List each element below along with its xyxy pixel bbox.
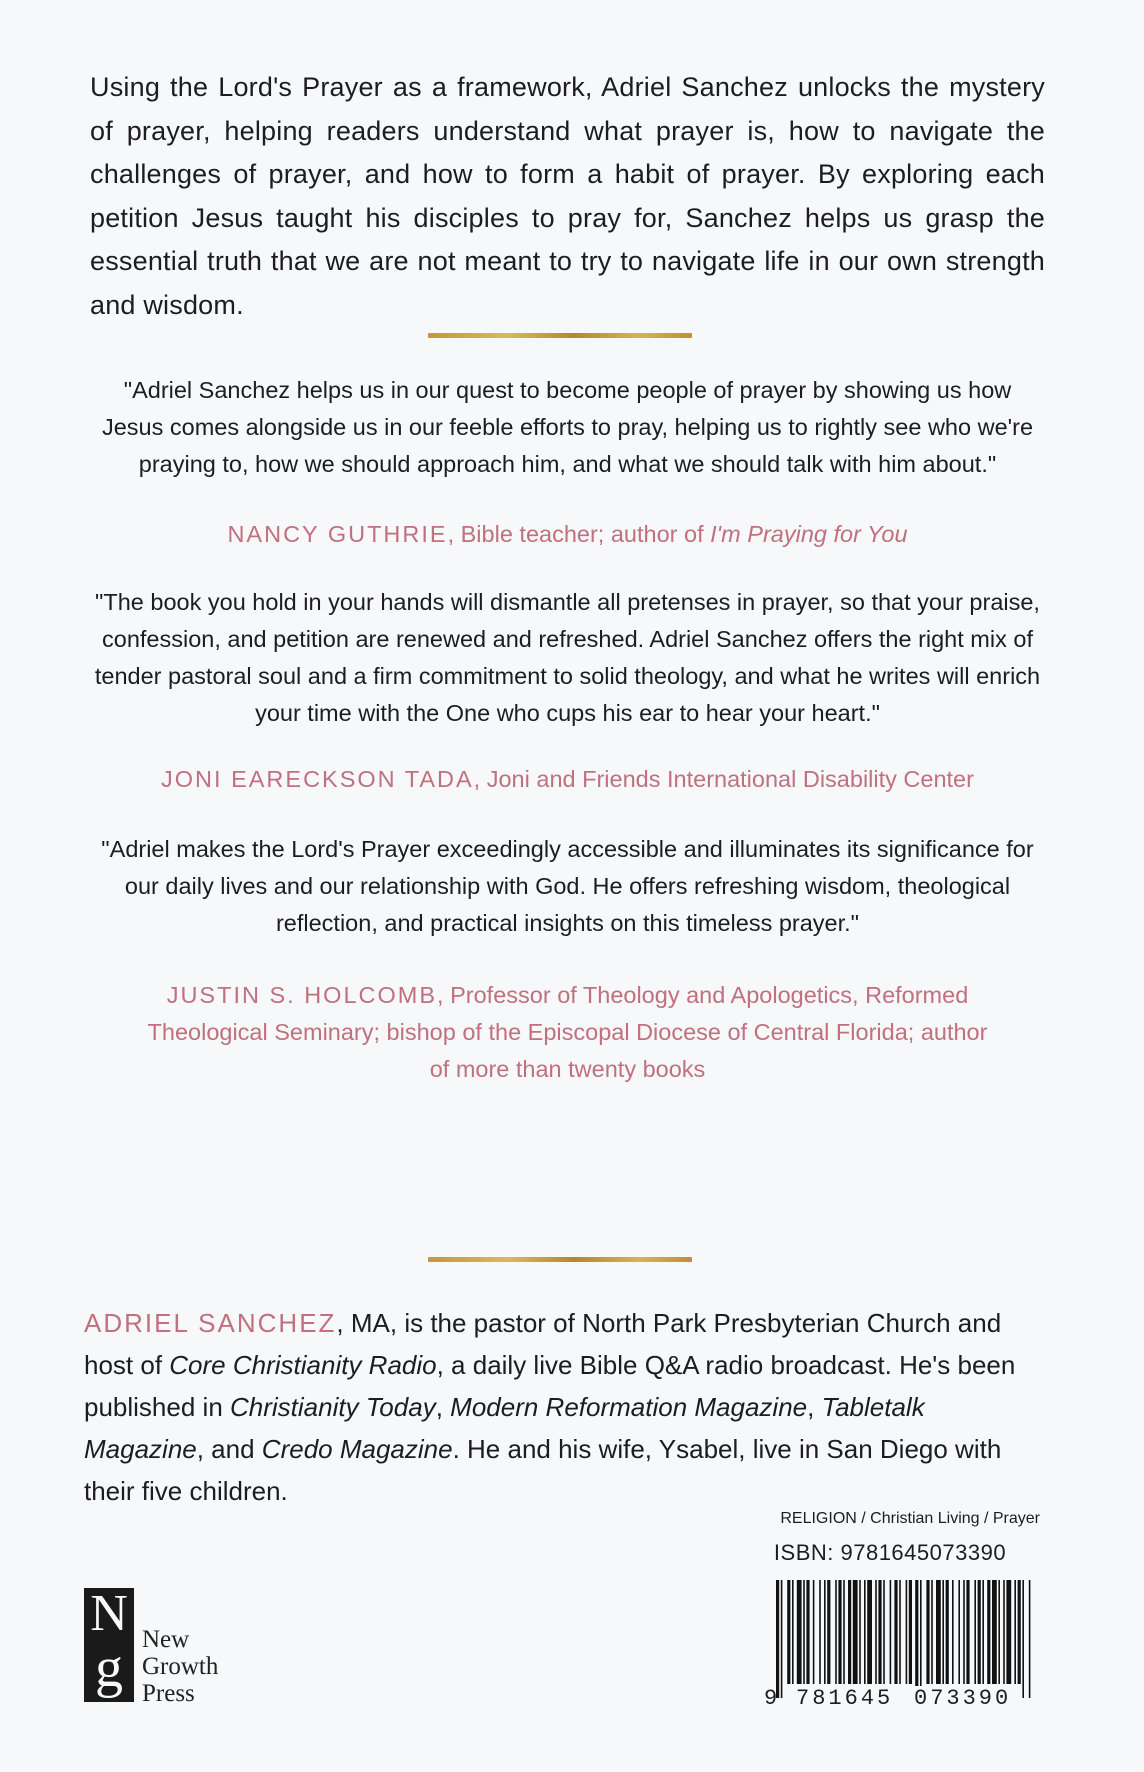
bio-text-1: , MA, is the pastor of North Park Presbyterian Church and host of [84, 1308, 1002, 1380]
barcode-bar [803, 1580, 805, 1684]
barcode-bar [890, 1580, 892, 1684]
barcode-bars [772, 1580, 1034, 1702]
barcode-bar [835, 1580, 837, 1684]
barcode-digit-group-2: 073390 [914, 1686, 1012, 1711]
barcode-bar [797, 1580, 802, 1684]
barcode-bar [878, 1580, 881, 1684]
barcode-bar [909, 1580, 912, 1684]
intro-paragraph: Using the Lord's Prayer as a framework, Adriel Sanchez unlocks the mystery of prayer, helping readers understand what prayer is, how to navigate the challenges of prayer, and how to form a habit of prayer. By exploring each petition Jesus taught his disciples to pray for, Sanchez helps us grasp the essential truth that we are not meant to try to navigate life in our own strength and wisdom. [90, 72, 1045, 320]
barcode-bar [936, 1580, 941, 1684]
barcode-bar [824, 1580, 826, 1684]
author-bio [84, 1302, 1046, 1512]
barcode-bar [843, 1580, 845, 1684]
barcode-bar [819, 1580, 821, 1684]
bio-text-3: . He and his wife, Ysabel, live in San Diego with their five children. [84, 1434, 1002, 1506]
publisher-name-line-1: New [142, 1626, 190, 1653]
bio-sep-3: , and [196, 1434, 262, 1464]
barcode-bar [982, 1580, 984, 1684]
barcode-bar [867, 1580, 872, 1684]
monogram-n: N [90, 1585, 128, 1642]
barcode-bar [853, 1580, 858, 1684]
radio-show-title: Core Christianity Radio [169, 1350, 437, 1380]
isbn-barcode [772, 1580, 1034, 1702]
barcode-bar [813, 1580, 815, 1684]
endorsement-quote-2: "The book you hold in your hands will dismantle all pretenses in prayer, so that your praise, confession, and petition are renewed and refreshed. Adriel Sanchez offers the right mix of tender pastoral soul and a firm commitment to solid theology, and what he writes will enrich your time with the One who cups his ear to hear your heart." [94, 589, 1041, 726]
endorser-affiliation-1: , Bible teacher; author of [447, 521, 711, 547]
barcode-bar [987, 1580, 990, 1684]
barcode-bar [963, 1580, 965, 1684]
barcode-bar [1014, 1580, 1016, 1684]
publisher-name-line-3: Press [142, 1680, 195, 1707]
bio-sep-1: , [435, 1392, 451, 1422]
barcode-bar [942, 1580, 944, 1684]
magazine-title-1: Christianity Today [230, 1392, 436, 1422]
barcode-bar [781, 1580, 783, 1698]
barcode-bar [776, 1580, 779, 1698]
endorser-affiliation-2: , Joni and Friends International Disability Center [473, 766, 974, 792]
barcode-bar [906, 1580, 908, 1684]
magazine-title-4: Credo Magazine [261, 1434, 453, 1464]
barcode-bar [806, 1580, 809, 1684]
barcode-bar [1022, 1580, 1024, 1698]
barcode-bar [859, 1580, 861, 1684]
barcode-bar [946, 1580, 949, 1684]
endorsement-attribution-1 [70, 516, 1065, 553]
barcode-bar [1029, 1580, 1031, 1698]
endorser-name-2: JONI EARECKSON TADA [161, 766, 474, 792]
barcode-bar [827, 1580, 830, 1684]
barcode-bar [966, 1580, 969, 1684]
barcode-bar [838, 1580, 841, 1684]
barcode-bar [848, 1580, 851, 1684]
barcode-bar [899, 1580, 901, 1684]
barcode-bar [875, 1580, 877, 1684]
barcode-bar [915, 1580, 918, 1698]
publisher-name [142, 1626, 218, 1707]
barcode-digit-group-1: 781645 [796, 1686, 894, 1711]
barcode-bar [864, 1580, 866, 1684]
publisher-logo [84, 1582, 254, 1712]
barcode-bar [1018, 1580, 1021, 1684]
barcode-bar [894, 1580, 897, 1684]
barcode-bar [992, 1580, 997, 1684]
barcode-bar [920, 1580, 922, 1698]
author-name: ADRIEL SANCHEZ [84, 1308, 337, 1338]
endorsement-quote-3: "Adriel makes the Lord's Prayer exceedingly accessible and illuminates its significance for our daily lives and our relationship with God. He offers refreshing wisdom, theological reflection, and practical insights on this timeless prayer." [101, 836, 1034, 936]
barcode-bar [787, 1580, 790, 1684]
barcode-bar [926, 1580, 929, 1684]
endorsement-attribution-2 [70, 761, 1065, 798]
bio-text-2: , a daily live Bible Q&A radio broadcast. He's been published in [84, 1350, 1016, 1422]
barcode-bar [883, 1580, 885, 1684]
barcode-bar [1006, 1580, 1011, 1684]
publisher-monogram [84, 1585, 134, 1702]
barcode-bar [978, 1580, 981, 1684]
endorser-name-3: JUSTIN S. HOLCOMB [166, 982, 438, 1008]
barcode-lead-digit: 9 [764, 1686, 778, 1711]
magazine-title-2: Modern Reformation Magazine [450, 1392, 808, 1422]
isbn-label: ISBN: 9781645073390 [773, 1540, 1007, 1565]
endorsement-quote-1: "Adriel Sanchez helps us in our quest to become people of prayer by showing us how Jesus comes alongside us in our feeble efforts to pray, helping us to rightly see who we're praying to, how we should approach him, and what we should talk with him about." [101, 377, 1034, 477]
barcode-bar [998, 1580, 1000, 1684]
magazine-title-3: Tabletalk Magazine [84, 1392, 925, 1464]
bio-sep-2: , [807, 1392, 822, 1422]
gold-divider-bottom [428, 1257, 692, 1262]
barcode-digits [764, 1686, 1034, 1712]
barcode-bar [952, 1580, 954, 1684]
barcode-bar [931, 1580, 933, 1684]
barcode-bar [958, 1580, 960, 1684]
endorser-name-1: NANCY GUTHRIE [227, 521, 448, 547]
barcode-bar [974, 1580, 976, 1684]
barcode-bar [1003, 1580, 1005, 1684]
gold-divider-top [428, 333, 692, 338]
bisac-category: RELIGION / Christian Living / Prayer [780, 1510, 1040, 1527]
barcode-bar [792, 1580, 794, 1684]
endorsement-attribution-3 [140, 977, 995, 1088]
publisher-name-line-2: Growth [142, 1653, 219, 1680]
endorser-book-title-1: I'm Praying for You [710, 521, 908, 547]
endorser-affiliation-3: , Professor of Theology and Apologetics, Reformed Theological Seminary; bishop of the Episcopal Diocese of Central Florida; author of more than twenty books [147, 982, 988, 1082]
monogram-g: g [95, 1637, 123, 1699]
